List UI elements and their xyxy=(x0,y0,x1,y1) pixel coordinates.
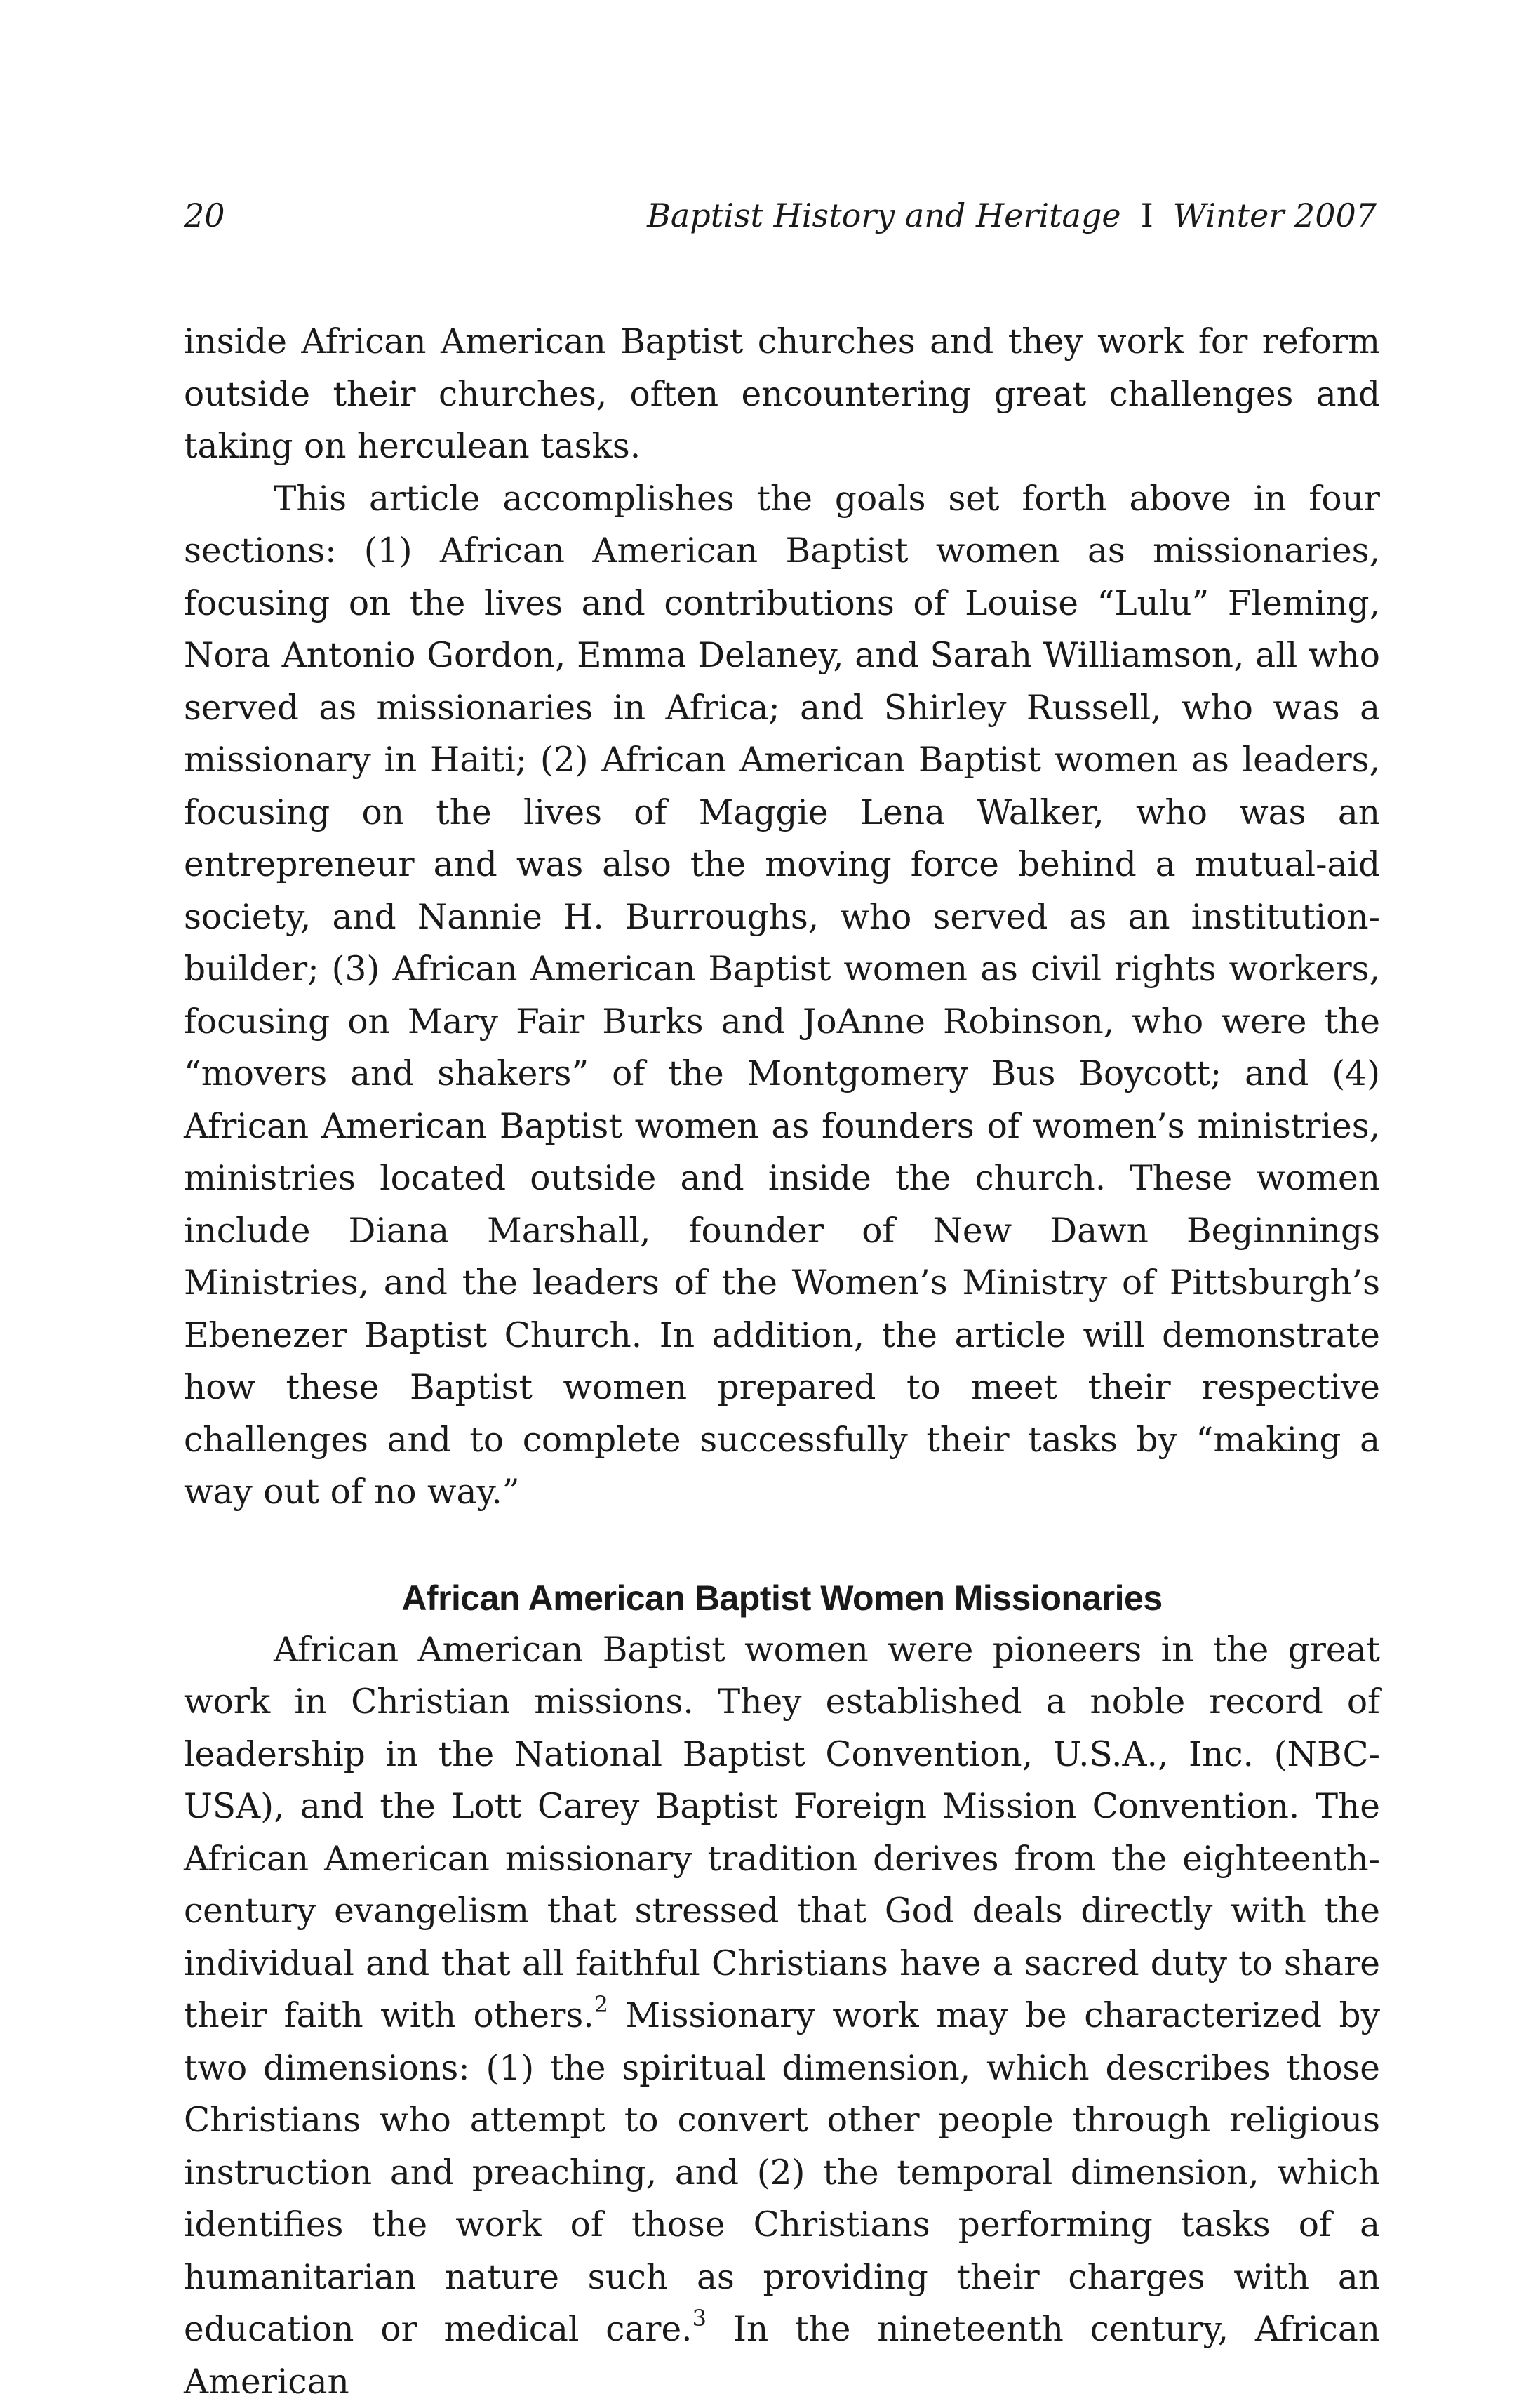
header-separator: I xyxy=(1141,197,1153,234)
article-body xyxy=(184,316,1380,2408)
footnote-reference: 3 xyxy=(692,2305,707,2331)
issue-date: Winter 2007 xyxy=(1173,197,1377,234)
paragraph-text-part-2: Missionary work may be characterized by two dimensions: (1) the spiritual dimension, which describes those Christians who attempt to convert other people through religious instruction and preaching, and (2) the temporal dimension, which identifies the work of those Christians performing tasks of a humanitarian nature such as providing their charges with an education or medical care. xyxy=(184,1996,1380,2349)
paragraph-text-part-3: In the nineteenth century, African American xyxy=(184,2310,1380,2402)
overview-paragraph: This article accomplishes the goals set forth above in four sections: (1) African American Baptist women as missionaries, focusing on the lives and contributions of Louise “Lulu” Fleming, Nora Antonio Gordon, Emma Delaney, and Sarah Williamson, all who served as missionaries in Africa; and Shirley Russell, who was a missionary in Haiti; (2) African American Baptist women as leaders, focusing on the lives of Maggie Lena Walker, who was an entrepreneur and was also the moving force behind a mutual-aid society, and Nannie H. Burroughs, who served as an institution-builder; (3) African American Baptist women as civil rights workers, focusing on Mary Fair Burks and JoAnne Robinson, who were the “movers and shakers” of the Montgomery Bus Boycott; and (4) African American Baptist women as founders of women’s ministries, ministries located outside and inside the church. These women include Diana Marshall, founder of New Dawn Beginnings Ministries, and the leaders of the Women’s Ministry of Pittsburgh’s Ebenezer Baptist Church. In addition, the article will demonstrate how these Baptist women prepared to meet their respective challenges and to complete successfully their tasks by “making a way out of no way.” xyxy=(184,473,1380,1519)
journal-header xyxy=(647,197,1377,234)
paragraph-text-part-1: African American Baptist women were pioneers in the great work in Christian missions. They established a noble record of leadership in the National Baptist Convention, U.S.A., Inc. (NBC-USA), and the Lott Carey Baptist Foreign Mission Convention. The African American missionary tradition derives from the eighteenth-century evangelism that stressed that God deals directly with the individual and that all faithful Christians have a sacred duty to share their faith with others. xyxy=(184,1630,1380,2036)
running-header xyxy=(184,197,1377,253)
missionaries-paragraph xyxy=(184,1624,1380,2408)
journal-title: Baptist History and Heritage xyxy=(647,197,1121,234)
section-heading: African American Baptist Women Missionaries xyxy=(184,1572,1380,1624)
page-number: 20 xyxy=(184,197,225,234)
continuation-paragraph: inside African American Baptist churches and they work for reform outside their churches, often encountering great challenges and taking on herculean tasks. xyxy=(184,316,1380,473)
footnote-reference: 2 xyxy=(594,1991,608,2018)
